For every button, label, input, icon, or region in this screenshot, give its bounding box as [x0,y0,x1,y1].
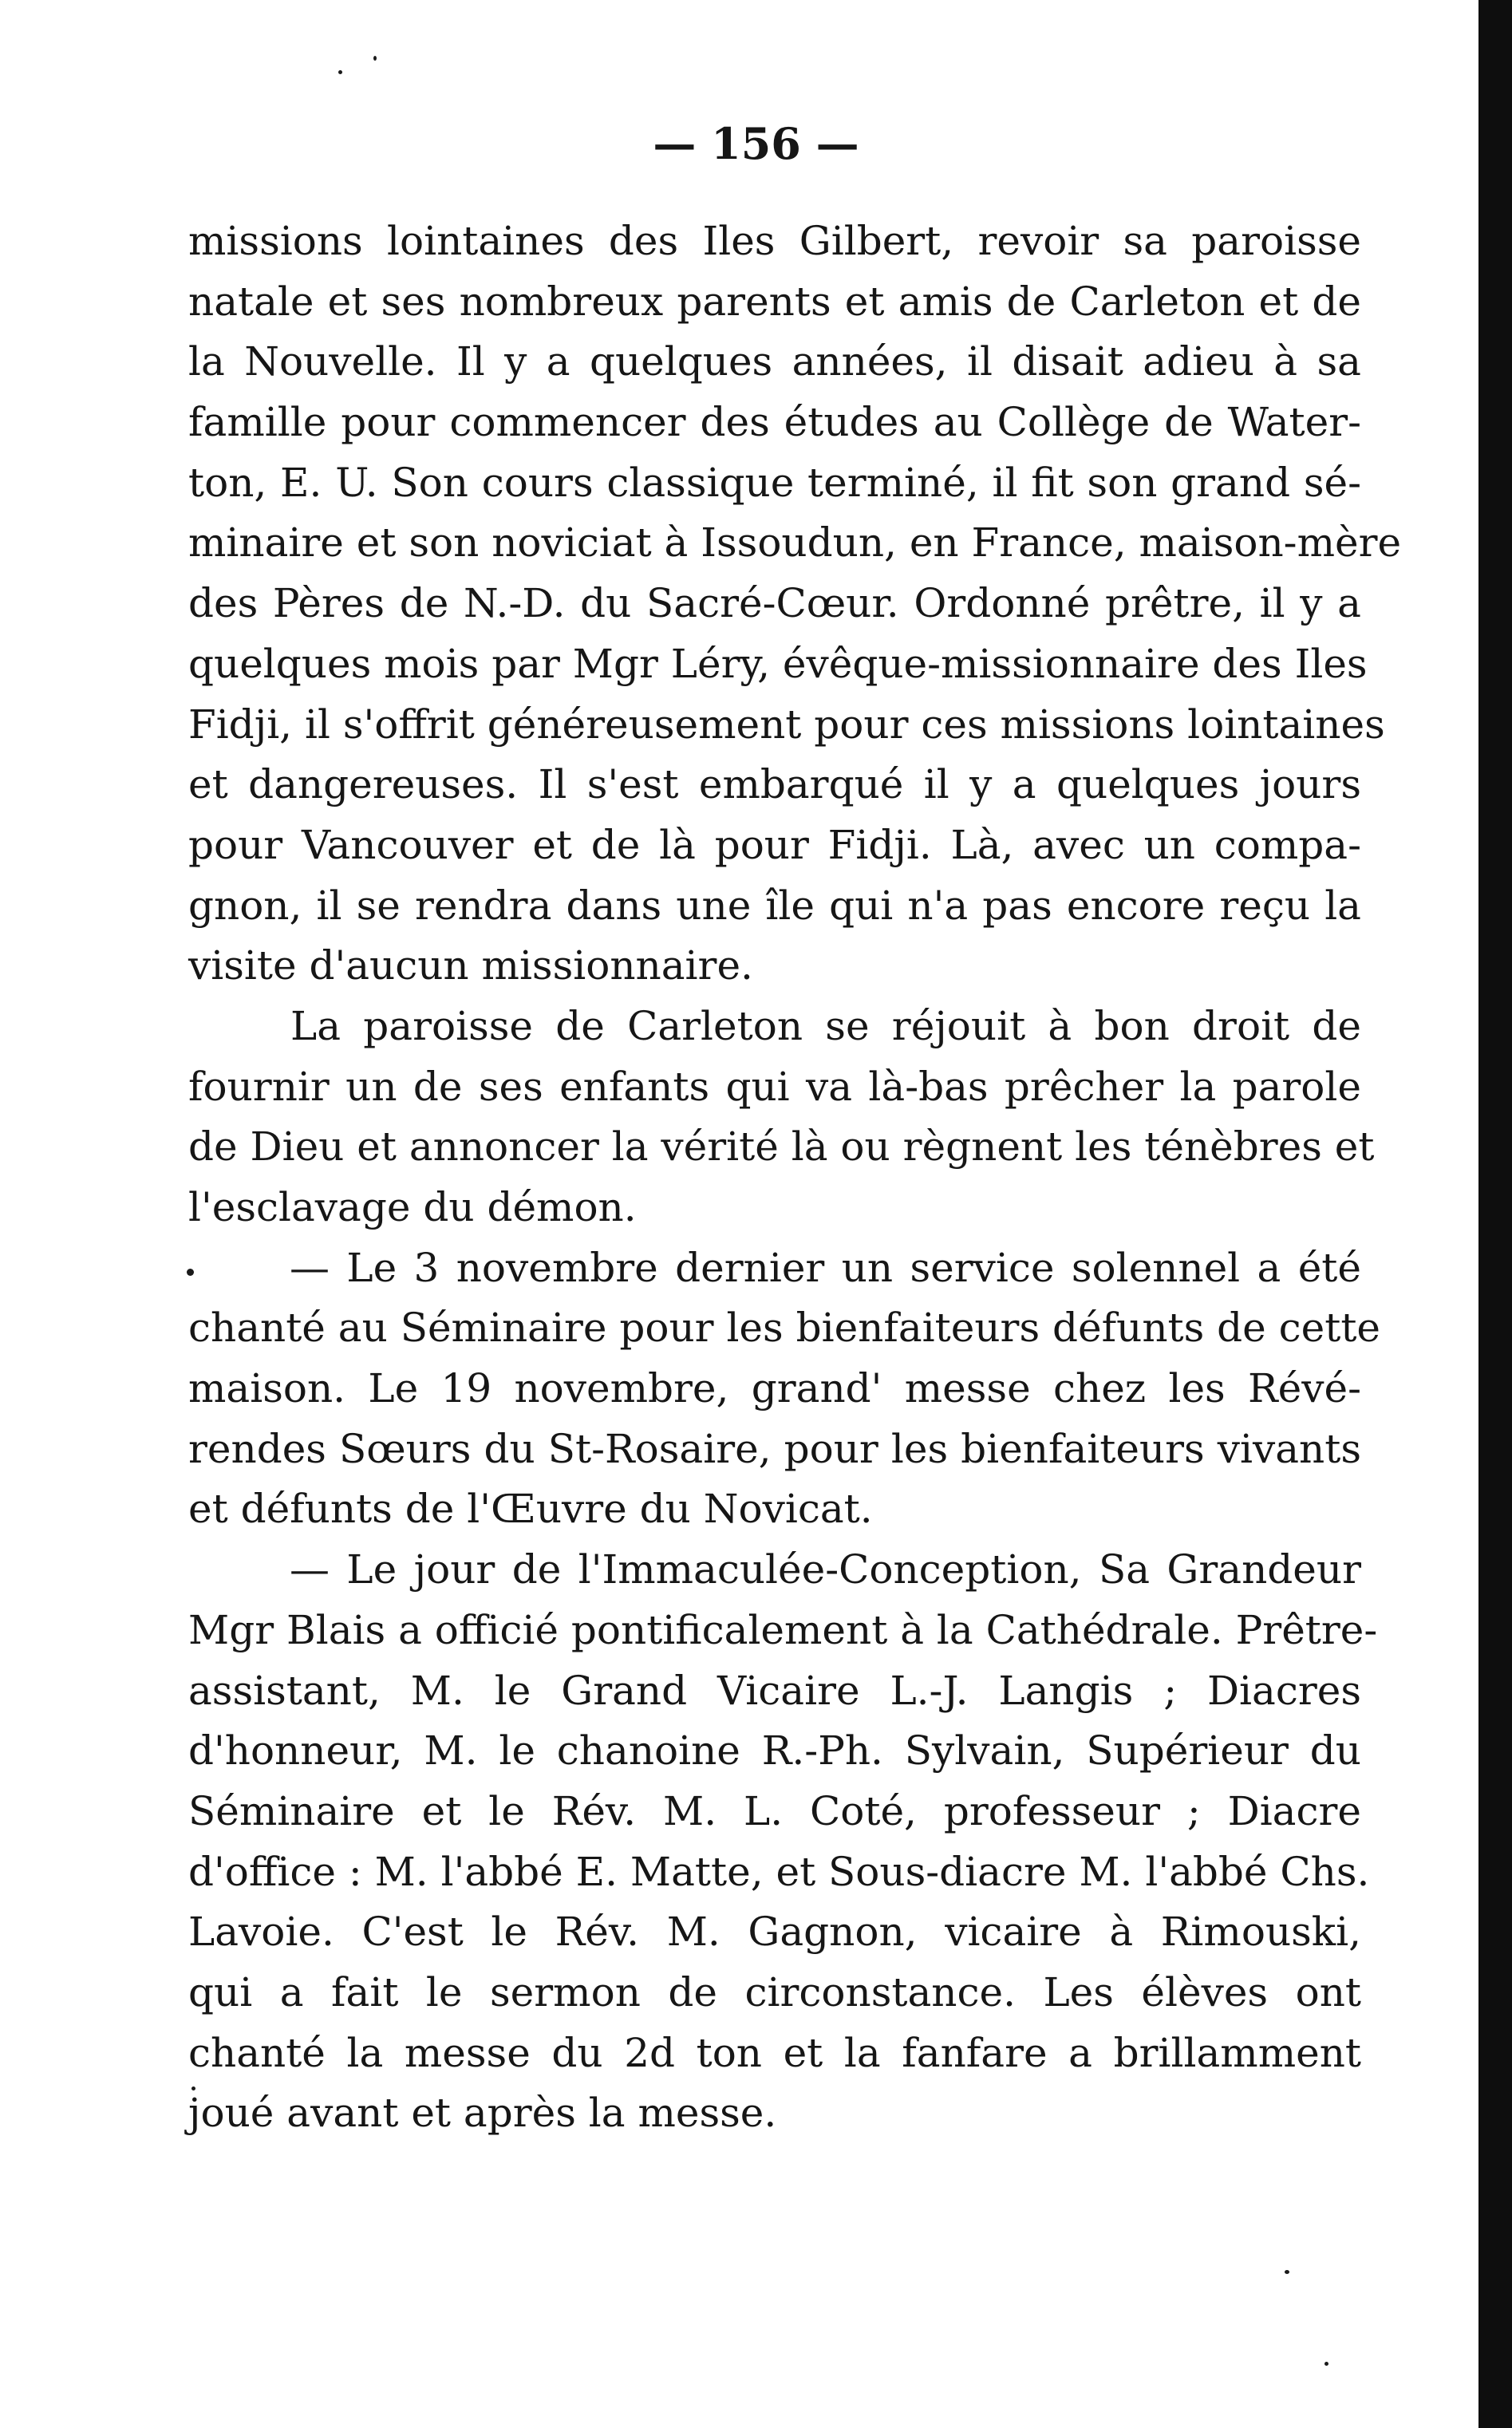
text-line: l'esclavage du démon. [188,1184,637,1230]
text-line: maison. Le 19 novembre, grand' messe chez les Révé- [188,1365,1361,1412]
text-line: — Le 3 novembre dernier un service solennel a été [290,1244,1361,1291]
text-line: et défunts de l'Œuvre du Novicat. [188,1486,873,1533]
text-line: minaire et son noviciat à Issoudun, en France, maison-mère [188,519,1402,567]
text-line: chanté au Séminaire pour les bienfaiteurs défunts de cette [188,1305,1381,1352]
page-number: — 156 — [653,118,859,169]
text-line: famille pour commencer des études au Collège de Water- [188,399,1361,446]
text-line: gnon, il se rendra dans une île qui n'a pas encore reçu la [188,882,1361,929]
ink-speck [373,56,377,61]
text-line: assistant, M. le Grand Vicaire L.-J. Langis ; Diacres [188,1667,1361,1714]
text-line: d'office : M. l'abbé E. Matte, et Sous-diacre M. l'abbé Chs. [188,1848,1370,1895]
text-line: fournir un de ses enfants qui va là-bas prêcher la parole [188,1063,1361,1110]
text-line: missions lointaines des Iles Gilbert, revoir sa paroisse [188,218,1361,264]
text-line: d'honneur, M. le chanoine R.-Ph. Sylvain, Supérieur du [188,1727,1361,1775]
paragraph-3 [188,1238,1381,1540]
ink-speck [338,70,342,74]
text-line: Mgr Blais a officié pontificalement à la Cathédrale. Prêtre- [188,1606,1378,1653]
ink-speck [1324,2362,1328,2366]
text-line: et dangereuses. Il s'est embarqué il y a quelques jours [188,761,1361,808]
paragraph-4 [188,1540,1378,2144]
text-line: pour Vancouver et de là pour Fidji. Là, avec un compa- [188,821,1361,868]
paragraph-2 [188,997,1375,1238]
text-line: natale et ses nombreux parents et amis de Carleton et de [188,278,1361,325]
text-line: la Nouvelle. Il y a quelques années, il disait adieu à sa [188,338,1361,385]
text-line: — Le jour de l'Immaculée-Conception, Sa Grandeur [290,1546,1361,1593]
text-line: Lavoie. C'est le Rév. M. Gagnon, vicaire à Rimouski, [188,1909,1361,1956]
text-line: rendes Sœurs du St-Rosaire, pour les bienfaiteurs vivants [188,1425,1361,1472]
text-line: Fidji, il s'offrit généreusement pour ces missions lointaines [188,701,1385,748]
text-line: ton, E. U. Son cours classique terminé, il fit son grand sé- [188,459,1361,506]
text-line: qui a fait le sermon de circonstance. Les élèves ont [188,1968,1361,2015]
text-line: chanté la messe du 2d ton et la fanfare a brillamment [188,2029,1361,2076]
paragraph-1 [188,211,1402,997]
scan-dark-edge [1478,0,1512,2428]
text-line: visite d'aucun missionnaire. [188,942,753,989]
page-text [188,211,1402,2144]
text-line: des Pères de N.-D. du Sacré-Cœur. Ordonné prêtre, il y a [188,580,1361,627]
text-line: quelques mois par Mgr Léry, évêque-missionnaire des Iles [188,640,1368,687]
ink-speck [1285,2270,1289,2274]
text-line: La paroisse de Carleton se réjouit à bon droit de [290,1002,1361,1049]
text-line: de Dieu et annoncer la vérité là ou règnent les ténèbres et [188,1123,1375,1171]
text-line: joué avant et après la messe. [188,2090,777,2137]
text-line: Séminaire et le Rév. M. L. Coté, professeur ; Diacre [188,1787,1361,1834]
